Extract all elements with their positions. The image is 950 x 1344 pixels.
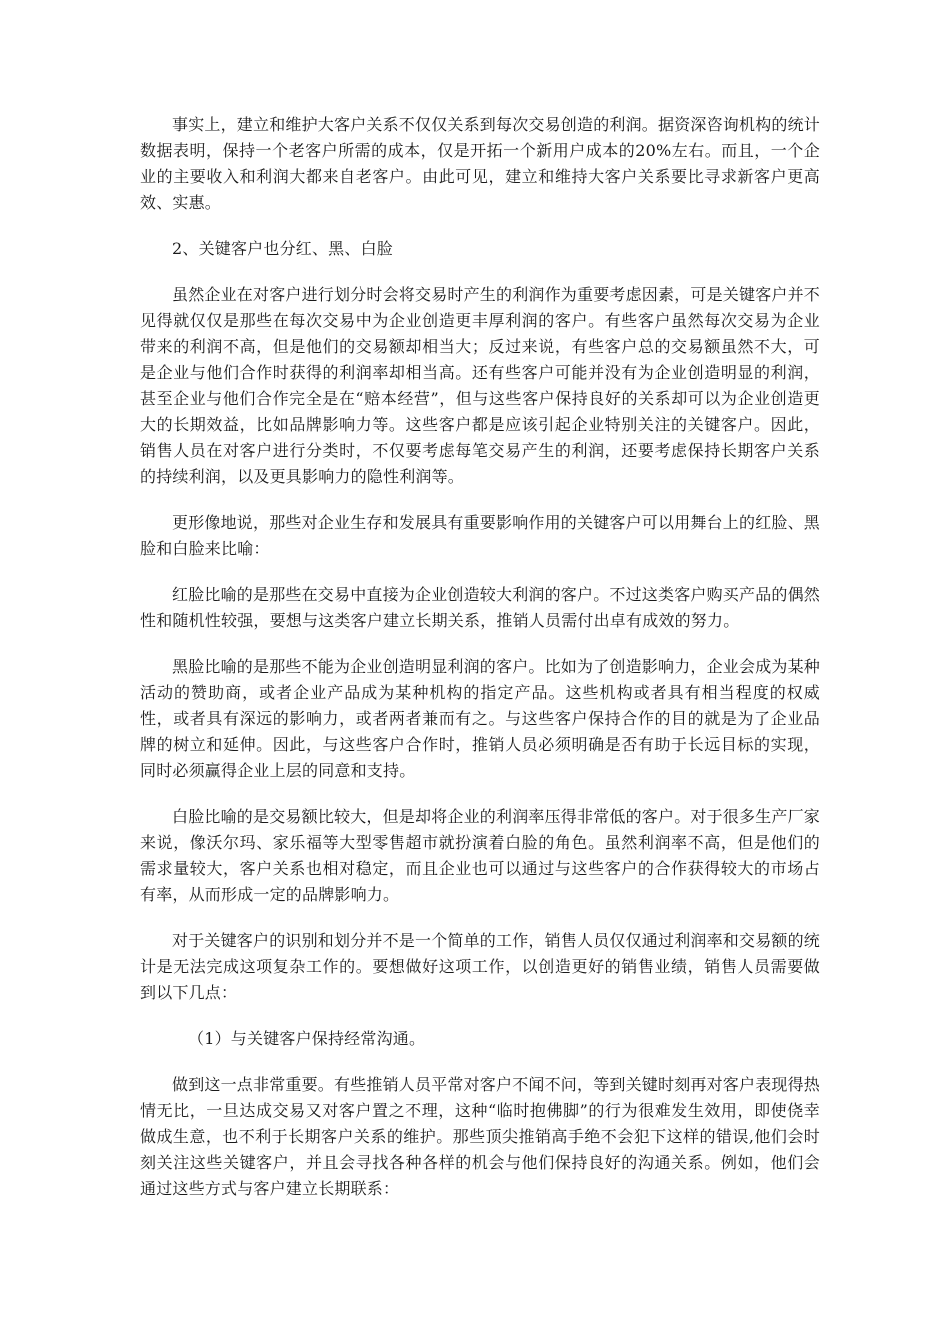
paragraph-old-customer-value: 事实上，建立和维护大客户关系不仅仅关系到每次交易创造的利润。据资深咨询机构的统计数据表明，保持一个老客户所需的成本，仅是开拓一个新用户成本的20%左右。而且，一个企业的主要收入和利润大都来自老客户。由此可见，建立和维持大客户关系要比寻求新客户更高效、实惠。: [140, 115, 821, 212]
paragraph-communication-detail: 做到这一点非常重要。有些推销人员平常对客户不闻不问，等到关键时刻再对客户表现得热情无比，一旦达成交易又对客户置之不理，这种“临时抱佛脚”的行为很难发生效用，即使侥幸做成生意，也不利于长期客户关系的维护。那些顶尖推销高手绝不会犯下这样的错误,他们会时刻关注这些关键客户，并且会寻找各种各样的机会与他们保持良好的沟通关系。例如，他们会通过这些方式与客户建立长期联系：: [140, 1075, 821, 1198]
document-body: [140, 112, 820, 1222]
paragraph-white-face: 白脸比喻的是交易额比较大，但是却将企业的利润率压得非常低的客户。对于很多生产厂家来说，像沃尔玛、家乐福等大型零售超市就扮演着白脸的角色。虽然利润率不高，但是他们的需求量较大，客户关系也相对稳定，而且企业也可以通过与这些客户的合作获得较大的市场占有率，从而形成一定的品牌影响力。: [140, 807, 821, 904]
sub-heading-keep-communication: （1）与关键客户保持经常沟通。: [188, 1029, 426, 1048]
section-heading-key-customers: 2、关键客户也分红、黑、白脸: [172, 239, 393, 258]
paragraph-face-metaphor-intro: 更形像地说，那些对企业生存和发展具有重要影响作用的关键客户可以用舞台上的红脸、黑脸和白脸来比喻：: [140, 513, 821, 558]
paragraph-key-customer-definition: 虽然企业在对客户进行划分时会将交易时产生的利润作为重要考虑因素，可是关键客户并不见得就仅仅是那些在每次交易中为企业创造更丰厚利润的客户。有些客户虽然每次交易为企业带来的利润不高，但是他们的交易额却相当大；反过来说，有些客户总的交易额虽然不大，可是企业与他们合作时获得的利润率却相当高。还有些客户可能并没有为企业创造明显的利润，甚至企业与他们合作完全是在“赔本经营”，但与这些客户保持良好的关系却可以为企业创造更大的长期效益，比如品牌影响力等。这些客户都是应该引起企业特别关注的关键客户。因此，销售人员在对客户进行分类时，不仅要考虑每笔交易产生的利润，还要考虑保持长期客户关系的持续利润，以及更具影响力的隐性利润等。: [140, 285, 821, 486]
paragraph-identification-points: 对于关键客户的识别和划分并不是一个简单的工作，销售人员仅仅通过利润率和交易额的统计是无法完成这项复杂工作的。要想做好这项工作，以创造更好的销售业绩，销售人员需要做到以下几点：: [140, 931, 821, 1002]
paragraph-black-face: 黑脸比喻的是那些不能为企业创造明显利润的客户。比如为了创造影响力，企业会成为某种活动的赞助商，或者企业产品成为某种机构的指定产品。这些机构或者具有相当程度的权威性，或者具有深远的影响力，或者两者兼而有之。与这些客户保持合作的目的就是为了企业品牌的树立和延伸。因此，与这些客户合作时，推销人员必须明确是否有助于长远目标的实现，同时必须赢得企业上层的同意和支持。: [140, 657, 821, 780]
paragraph-red-face: 红脸比喻的是那些在交易中直接为企业创造较大利润的客户。不过这类客户购买产品的偶然性和随机性较强，要想与这类客户建立长期关系，推销人员需付出卓有成效的努力。: [140, 585, 821, 630]
